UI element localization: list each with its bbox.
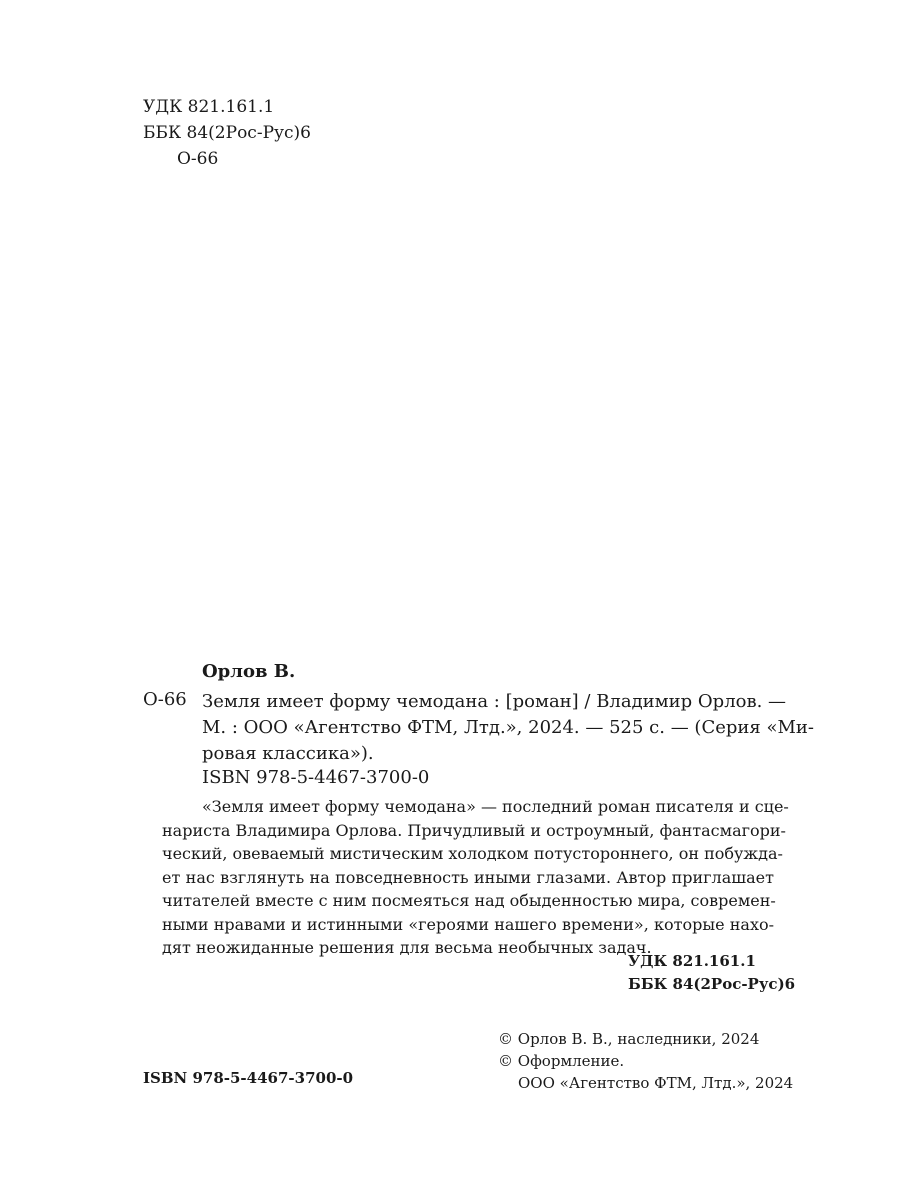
udk-code: УДК 821.161.1 xyxy=(143,97,275,117)
copyright-block xyxy=(498,1028,793,1094)
annotation-line: ет нас взглянуть на повседневность иными глазами. Автор приглашает xyxy=(162,867,774,887)
catalog-author: Орлов В. xyxy=(202,661,296,682)
header-classification-codes xyxy=(143,94,311,172)
catalog-isbn: ISBN 978-5-4467-3700-0 xyxy=(202,767,430,788)
biblio-line: Земля имеет форму чемодана : [роман] / Владимир Орлов. — xyxy=(202,691,787,712)
bbk-code: ББК 84(2Рос-Рус)6 xyxy=(143,123,311,143)
copyright-publisher: ООО «Агентство ФТМ, Лтд.», 2024 xyxy=(518,1074,794,1092)
annotation-line: ными нравами и истинными «героями нашего времени», которые нахо- xyxy=(162,914,774,934)
annotation-line: читателей вместе с ним посмеяться над обыденностью мира, современ- xyxy=(162,891,776,910)
annotation-line: нариста Владимира Орлова. Причудливый и остроумный, фантасмагори- xyxy=(162,820,786,840)
annotation-line: ческий, овеваемый мистическим холодком потустороннего, он побужда- xyxy=(162,844,783,863)
footer-udk-code: УДК 821.161.1 xyxy=(628,952,756,970)
annotation-line: дят неожиданные решения для весьма необычных задач. xyxy=(162,938,652,957)
biblio-line: М. : ООО «Агентство ФТМ, Лтд.», 2024. — 525 с. — (Серия «Ми- xyxy=(202,717,814,738)
footer-bbk-code: ББК 84(2Рос-Рус)6 xyxy=(628,975,796,993)
bibliographic-description xyxy=(202,689,814,767)
footer-classification-codes xyxy=(628,950,795,996)
author-sign: О-66 xyxy=(177,149,219,169)
footer-isbn: ISBN 978-5-4467-3700-0 xyxy=(143,1069,354,1087)
biblio-line: ровая классика»). xyxy=(202,743,374,764)
copyright-design: © Оформление. xyxy=(498,1052,625,1070)
catalog-author-sign: О-66 xyxy=(143,689,187,710)
annotation-line: «Земля имеет форму чемодана» — последний роман писателя и сце- xyxy=(202,797,789,816)
copyright-author: © Орлов В. В., наследники, 2024 xyxy=(498,1030,760,1048)
annotation-paragraph xyxy=(162,795,789,960)
